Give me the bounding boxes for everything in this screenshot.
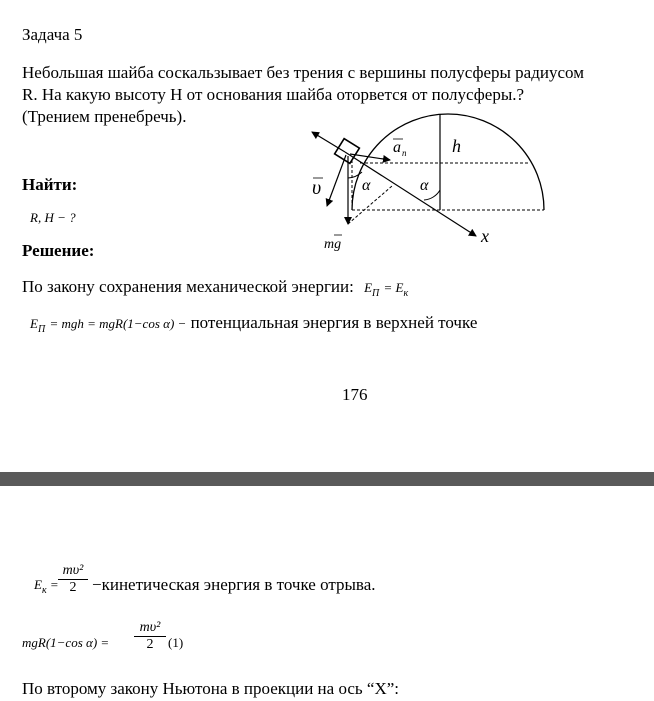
potential-formula-lhs: E [30, 316, 38, 331]
energy-law-lhs-sub: П [372, 288, 380, 299]
solution-heading: Решение: [22, 241, 95, 260]
label-mg: mg [324, 237, 342, 252]
velocity-vector [327, 155, 346, 206]
find-value: R, H − ? [30, 210, 76, 225]
task-text-line-1: Небольшая шайба соскальзывает без трения с вершины полусферы радиусом [22, 63, 584, 82]
kinetic-denominator: 2 [69, 580, 77, 595]
energy-law-rhs: = E [383, 280, 404, 295]
label-alpha-2: α [420, 177, 429, 194]
potential-formula-sub: П [37, 324, 46, 335]
potential-formula-rhs: = mgh = mgR(1−cos α) − [49, 316, 187, 331]
task-text-line-2: R. На какую высоту H от основания шайба оторвется от полусферы.? [22, 85, 525, 104]
kinetic-text: −кинетическая энергия в точке отрыва. [92, 575, 376, 594]
energy-law-text: По закону сохранения механической энергии: [22, 277, 354, 296]
label-x: x [481, 226, 489, 246]
label-v: υ [312, 177, 322, 199]
potential-text: потенциальная энергия в верхней точке [190, 313, 478, 332]
newton-text: По второму закону Ньютона в проекции на ось “X”: [22, 679, 400, 698]
hemisphere-outline [352, 114, 544, 210]
kinetic-eq: = [49, 577, 59, 592]
equation-1-numerator: mυ² [134, 620, 166, 637]
kinetic-lhs-sub: к [41, 585, 47, 596]
puck [335, 139, 360, 164]
task-title: Задача 5 [22, 25, 83, 44]
label-an: a [393, 139, 401, 156]
label-h: h [452, 136, 461, 156]
energy-law-rhs-sub: к [403, 288, 409, 299]
label-an-sub: n [402, 148, 407, 158]
kinetic-lhs: E [34, 577, 42, 592]
find-heading: Найти: [22, 175, 78, 194]
kinetic-numerator: mυ² [58, 563, 88, 580]
task-text-line-3: (Трением пренебречь). [22, 107, 187, 126]
label-alpha-1: α [362, 177, 371, 194]
equation-1-lhs: mgR(1−cos α) = [22, 635, 110, 650]
x-axis-back-arrow [312, 132, 345, 152]
x-axis-line [345, 152, 476, 236]
equation-1-tag: (1) [168, 635, 184, 650]
energy-law-lhs: E [364, 280, 373, 295]
page-number: 176 [342, 385, 368, 404]
equation-1-denominator: 2 [146, 637, 154, 652]
